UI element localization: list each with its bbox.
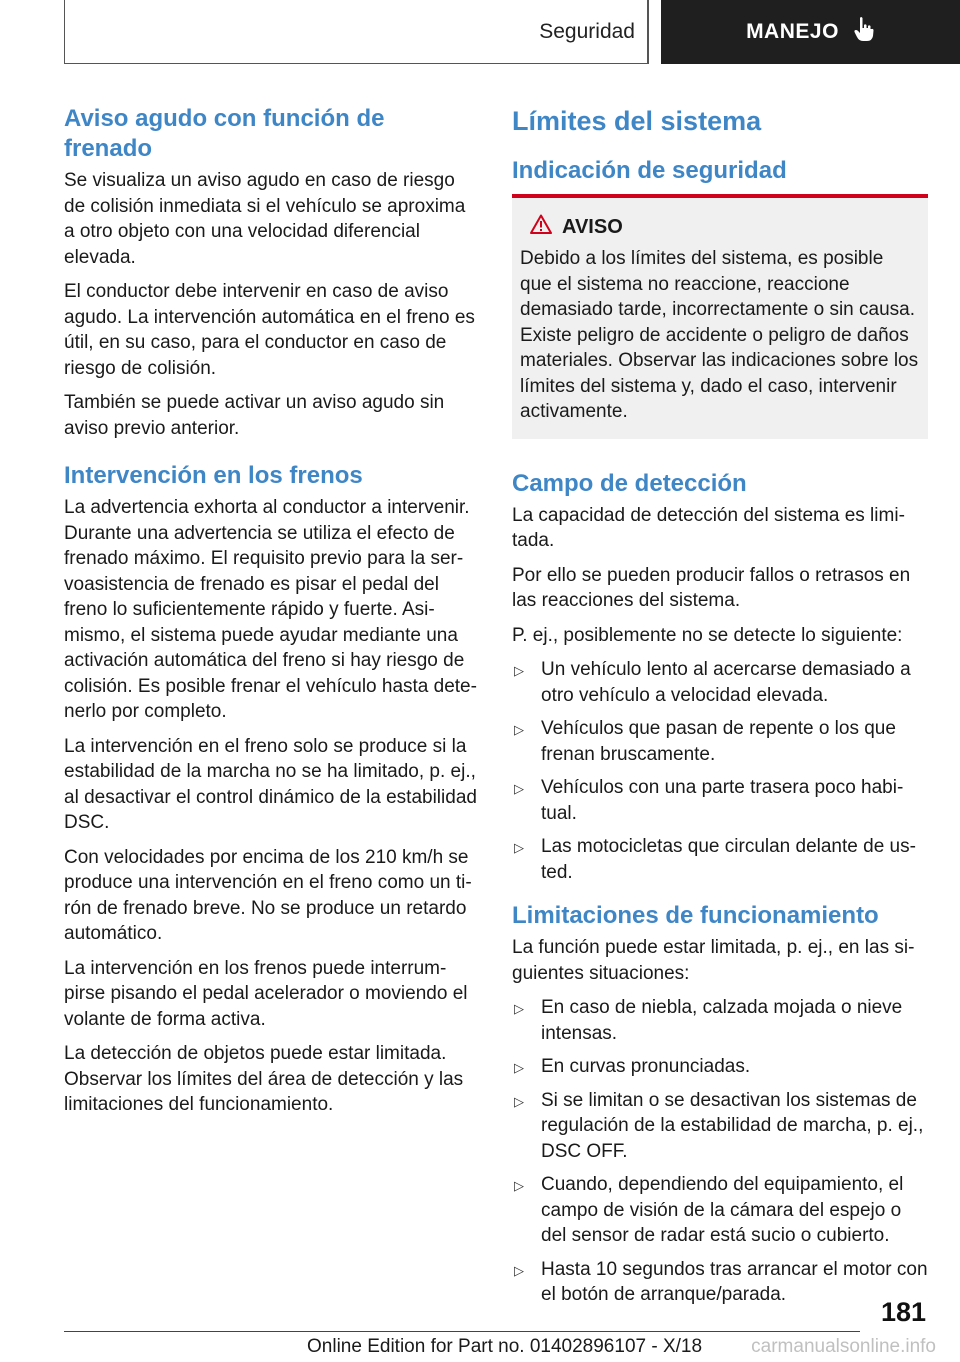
heading-intervencion-frenos: Intervención en los frenos (64, 462, 363, 489)
heading-indicacion-seguridad: Indicación de seguridad (512, 157, 787, 184)
bullet-triangle-icon: ▷ (514, 663, 524, 678)
bullet-triangle-icon: ▷ (514, 1060, 524, 1075)
warning-box (512, 194, 928, 439)
paragraph: La capacidad de detección del sistema es limitada. (512, 504, 905, 551)
paragraph: Se visualiza un aviso agudo en caso de riesgo de colisión inmediata si el vehículo se aproxima a otro objeto con una velocidad diferencial elevada. (64, 170, 466, 268)
list-item: ▷ Hasta 10 segundos tras arrancar el motor con el botón de arranque/parada. (514, 1258, 928, 1305)
bullet-triangle-icon: ▷ (514, 722, 524, 737)
list-item: ▷ Si se limitan o se desactivan los sistemas de regulación de la estabilidad de marcha, p. ej., DSC OFF. (514, 1089, 924, 1162)
bullet-triangle-icon: ▷ (514, 1001, 524, 1016)
list-item: ▷ En curvas pronunciadas. (512, 1054, 928, 1080)
list-item: ▷ Vehículos con una parte trasera poco habitual. (514, 777, 904, 824)
footer-watermark[interactable]: carmanualsonline.info (751, 1336, 936, 1357)
warning-header (530, 214, 920, 240)
detection-list (512, 657, 928, 885)
warning-triangle-icon (530, 214, 552, 240)
heading-limitaciones-funcionamiento: Limitaciones de funcionamiento (512, 902, 879, 929)
paragraph: El conductor debe intervenir en caso de aviso agudo. La intervención automática en el freno es útil, en su caso, para el conductor en caso de riesgo de colisión. (64, 281, 475, 379)
bullet-triangle-icon: ▷ (514, 1093, 524, 1109)
bullet-triangle-icon: ▷ (514, 1178, 524, 1193)
paragraph: También se puede activar un aviso agudo sin aviso previo anterior. (64, 392, 445, 439)
right-column (512, 96, 928, 1317)
left-column (64, 96, 479, 1127)
paragraph: Con velocidades por encima de los 210 km/h se produce una intervención en el freno como un tirón de frenado breve. No se produce un retardo automático. (64, 846, 472, 944)
bullet-triangle-icon: ▷ (514, 781, 524, 796)
chapter-title: MANEJO (746, 20, 839, 43)
warning-label: AVISO (562, 215, 623, 238)
section-title: Seguridad (64, 0, 648, 64)
paragraph: La función puede estar limitada, p. ej., en las siguientes situaciones: (512, 937, 915, 984)
paragraph: P. ej., posiblemente no se detecte lo siguiente: (512, 624, 903, 646)
bullet-triangle-icon: ▷ (514, 1262, 524, 1278)
list-item: ▷ Las motocicletas que circulan delante de usted. (514, 836, 916, 883)
heading-aviso-agudo: Aviso agudo con función de frenado (64, 105, 385, 162)
hand-pointer-icon (853, 16, 875, 48)
heading-limites-sistema: Límites del sistema (512, 106, 762, 136)
chapter-tab (661, 0, 960, 64)
limitations-list (512, 995, 928, 1308)
footer-divider (64, 1331, 860, 1332)
paragraph: La intervención en el freno solo se produce si la estabilidad de la marcha no se ha limitado, p. ej., al desactivar el control dinámico de la estabilidad DSC. (64, 735, 477, 833)
paragraph: Por ello se pueden producir fallos o retrasos en las reacciones del sistema. (512, 564, 911, 611)
heading-campo-deteccion: Campo de detección (512, 469, 747, 497)
footer-edition: Online Edition for Part no. 01402896107 - X/18 (307, 1336, 703, 1357)
paragraph: La advertencia exhorta al conductor a intervenir. Durante una advertencia se utiliza el efecto de frenado máximo. El requisito previo para la servoasistencia de frenado es pisar el pedal del freno lo suficientemente rápido y fuerte. Asimismo, el sistema puede ayudar mediante una activación automática del freno si hay riesgo de colisión. Es posible frenar el vehículo hasta detenerlo por completo. (64, 497, 477, 722)
list-item: ▷ Un vehículo lento al acercarse demasiado a otro vehículo a velocidad elevada. (514, 659, 911, 706)
paragraph: La intervención en los frenos puede interrumpirse pisando el pedal acelerador o moviendo el volante de forma activa. (64, 957, 468, 1030)
paragraph: La detección de objetos puede estar limitada. Observar los límites del área de detección y las limitaciones del funcionamiento. (64, 1043, 464, 1115)
bullet-triangle-icon: ▷ (514, 840, 524, 855)
page-header (64, 0, 960, 66)
list-item: ▷ En caso de niebla, calzada mojada o nieve intensas. (514, 997, 903, 1044)
warning-text: Debido a los límites del sistema, es posible que el sistema no reaccione, reaccione demasiado tarde, incorrectamente o sin causa. Existe peligro de accidente o peligro de daños materiales. Observar las indicaciones sobre los límites del sistema y, dado el caso, intervenir activamente. (520, 248, 919, 422)
list-item: ▷ Vehículos que pasan de repente o los que frenan bruscamente. (514, 718, 896, 765)
page-number: 181 (880, 1297, 926, 1327)
list-item: ▷ Cuando, dependiendo del equipamiento, el campo de visión de la cámara del espejo o del sensor de radar está sucio o cubierto. (514, 1174, 904, 1246)
